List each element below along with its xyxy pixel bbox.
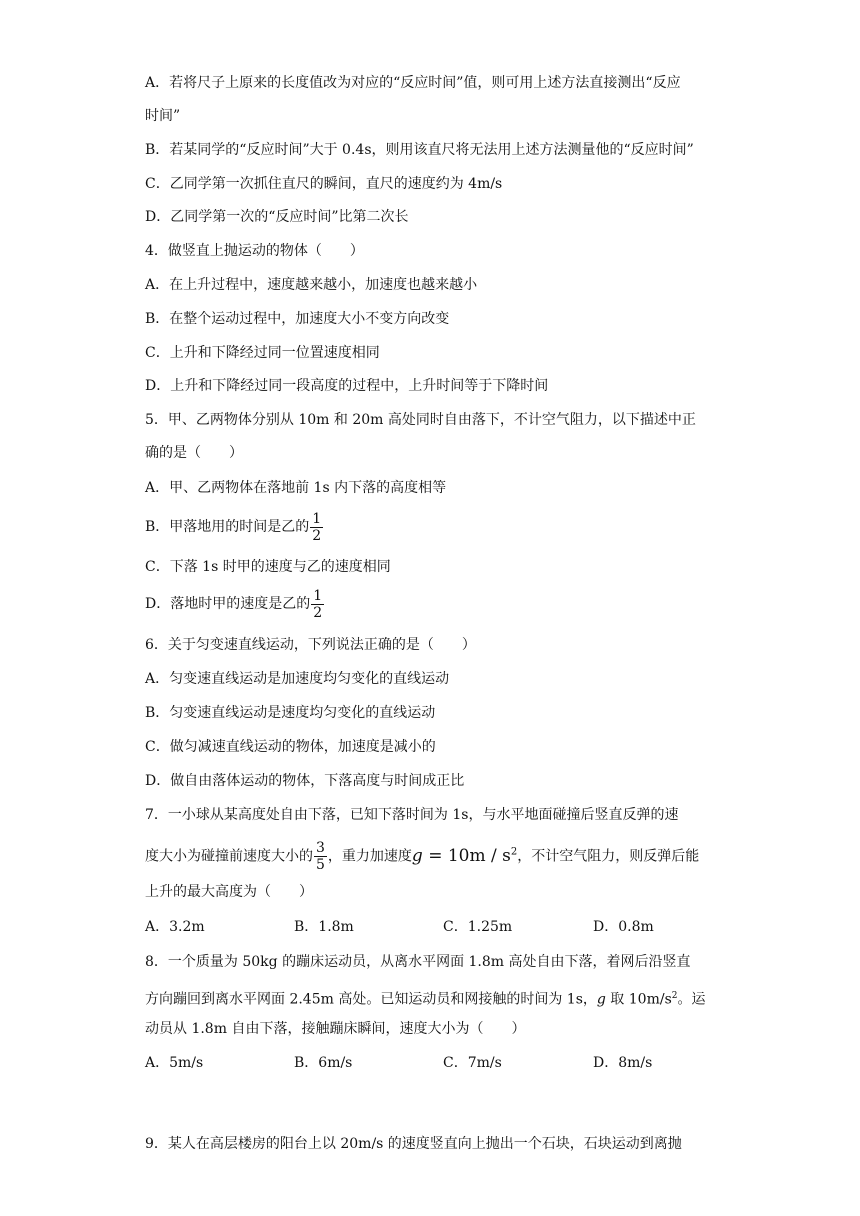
q3-option-a-line1: A．若将尺子上原来的长度值改为对应的“反应时间”值，则可用上述方法直接测出“反应	[145, 75, 681, 91]
q5-stem-line1: 5．甲、乙两物体分别从 10m 和 20m 高处同时自由落下，不计空气阻力，以下描述中正	[145, 412, 696, 428]
q7-stem-line1: 7．一小球从某高度处自由下落，已知下落时间为 1s，与水平地面碰撞后竖直反弹的速	[145, 807, 679, 823]
q7-option-a: A．3.2m	[145, 919, 205, 935]
q3-option-b: B．若某同学的“反应时间”大于 0.4s，则用该直尺将无法用上述方法测量他的“反应时间”	[145, 142, 694, 158]
q8-stem-line1: 8．一个质量为 50kg 的蹦床运动员，从离水平网面 1.8m 高处自由下落，着网后沿竖直	[145, 954, 691, 970]
q5-option-c: C．下落 1s 时甲的速度与乙的速度相同	[145, 559, 391, 575]
q8-option-c: C．7m/s	[443, 1055, 502, 1071]
q3-option-a-line2: 时间”	[145, 108, 181, 124]
q8-option-a: A．5m/s	[145, 1055, 204, 1071]
q7-stem-line2-post: ，不计空气阻力，则反弹后能	[517, 848, 700, 865]
q6-option-b: B．匀变速直线运动是速度均匀变化的直线运动	[145, 705, 436, 721]
q8-option-b: B．6m/s	[294, 1055, 353, 1071]
q7-stem-line2	[145, 833, 699, 876]
q8-stem-line2-post: 取 10m/s	[605, 991, 672, 1008]
q7-option-d: D．0.8m	[593, 919, 654, 935]
g-variable: g	[596, 991, 606, 1008]
fraction-denominator: 2	[312, 527, 322, 544]
q8-option-d: D．8m/s	[593, 1055, 653, 1071]
q8-stem-line2-pre: 方向蹦回到离水平网面 2.45m 高处。已知运动员和网接触的时间为 1s，	[145, 991, 597, 1008]
g-variable: g	[411, 845, 423, 866]
q3-option-c: C．乙同学第一次抓住直尺的瞬间，直尺的速度约为 4m/s	[145, 176, 503, 192]
q6-option-d: D．做自由落体运动的物体，下落高度与时间成正比	[145, 773, 465, 789]
q5-option-b	[145, 510, 324, 544]
q8-stem-line3: 动员从 1.8m 自由下落，接触蹦床瞬间，速度大小为（ ）	[145, 1021, 526, 1037]
q7-option-c: C．1.25m	[443, 919, 513, 935]
g-value: = 10m / s	[422, 845, 511, 866]
q5-option-b-text: B．甲落地用的时间是乙的	[145, 519, 310, 535]
q5-stem-line2: 确的是（ ）	[145, 445, 243, 461]
q3-option-d: D．乙同学第一次的“反应时间”比第二次长	[145, 209, 409, 225]
q5-option-d	[145, 587, 325, 621]
fraction-denominator: 5	[316, 857, 325, 874]
q5-option-a: A．甲、乙两物体在落地前 1s 内下落的高度相等	[145, 480, 447, 496]
q7-stem-line2-mid: ，重力加速度	[327, 848, 412, 865]
fraction	[310, 511, 323, 544]
q6-option-a: A．匀变速直线运动是加速度均匀变化的直线运动	[145, 671, 450, 687]
unit-exponent: 2	[671, 991, 678, 1001]
q6-stem: 6．关于匀变速直线运动，下列说法正确的是（ ）	[145, 637, 476, 653]
q4-option-d: D．上升和下降经过同一段高度的过程中，上升时间等于下降时间	[145, 378, 549, 394]
fraction-numerator: 3	[316, 840, 325, 857]
fraction-numerator: 1	[313, 587, 323, 604]
fraction-numerator: 1	[312, 510, 322, 527]
fraction	[311, 588, 324, 621]
q9-stem-line1: 9．某人在高层楼房的阳台上以 20m/s 的速度竖直向上抛出一个石块，石块运动到离抛	[145, 1136, 682, 1152]
q8-stem-line2-end: 。运	[677, 991, 706, 1008]
q5-option-d-text: D．落地时甲的速度是乙的	[145, 596, 311, 612]
q7-stem-line3: 上升的最大高度为（ ）	[145, 884, 313, 900]
fraction	[314, 840, 327, 873]
q4-stem: 4．做竖直上抛运动的物体（ ）	[145, 243, 364, 259]
fraction-denominator: 2	[313, 604, 323, 621]
g-exponent: 2	[510, 846, 518, 857]
q4-option-c: C．上升和下降经过同一位置速度相同	[145, 345, 380, 361]
q4-option-a: A．在上升过程中，速度越来越小，加速度也越来越小	[145, 277, 478, 293]
q4-option-b: B．在整个运动过程中，加速度大小不变方向改变	[145, 311, 450, 327]
q6-option-c: C．做匀减速直线运动的物体，加速度是减小的	[145, 739, 436, 755]
q7-stem-line2-pre: 度大小为碰撞前速度大小的	[145, 848, 313, 865]
q7-option-b: B．1.8m	[294, 919, 354, 935]
q8-stem-line2	[145, 986, 706, 1010]
